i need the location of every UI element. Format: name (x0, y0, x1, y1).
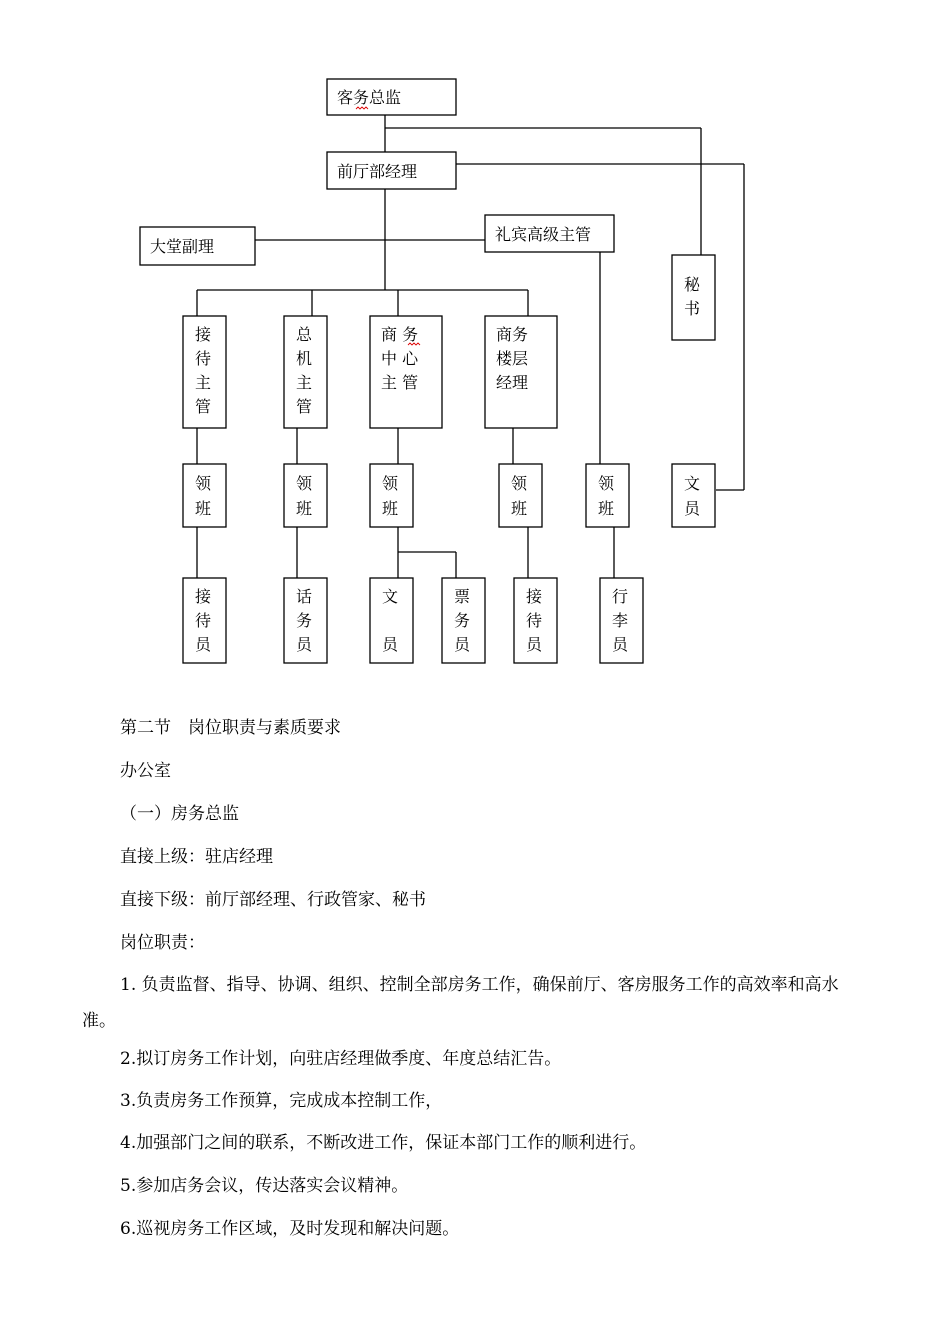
section-heading: 第二节 岗位职责与素质要求 (120, 718, 341, 738)
box-captain-concierge (586, 464, 629, 527)
box-text-line: 主 (296, 373, 313, 392)
direct-subordinates: 直接下级：前厅部经理、行政管家、秘书 (120, 890, 426, 910)
duty-item: 1. 负责监督、指导、协调、组织、控制全部房务工作，确保前厅、客房服务工作的高效率和高水准。 (82, 975, 839, 1031)
box-text-line: 班 (296, 499, 313, 518)
duty-item: 2.拟订房务工作计划，向驻店经理做季度、年度总结汇告。 (120, 1049, 562, 1069)
box-text-line: 务 (296, 611, 313, 630)
box-reception-supervisor (183, 316, 226, 428)
duty-item: 4.加强部门之间的联系，不断改进工作，保证本部门工作的顺利进行。 (120, 1133, 647, 1153)
box-floor-receptionist (514, 578, 557, 663)
box-text-line: 楼层 (496, 349, 529, 368)
box-text-line: 商 务 (381, 325, 419, 344)
box-text-line: 领 (511, 474, 528, 493)
box-director-label: 客务总监 (337, 88, 402, 107)
box-text-line: 待 (195, 611, 212, 630)
office-heading: 办公室 (120, 761, 171, 781)
box-text-line: 文 (382, 587, 399, 606)
box-text-line: 领 (382, 474, 399, 493)
box-text-line: 接 (195, 325, 212, 344)
box-text-line: 行 (612, 587, 629, 606)
box-text-line: 务 (454, 611, 471, 630)
direct-superior: 直接上级：驻店经理 (120, 847, 273, 867)
box-telephonist (284, 578, 327, 663)
box-concierge-label: 礼宾高级主管 (495, 225, 592, 244)
box-captain-business-center (370, 464, 413, 527)
box-bellman (600, 578, 643, 663)
box-text-line: 管 (296, 397, 313, 416)
box-text-line: 书 (684, 299, 701, 318)
box-text-line: 员 (454, 635, 471, 654)
box-receptionist (183, 578, 226, 663)
box-text-line: 领 (195, 474, 212, 493)
duty-item: 6.巡视房务工作区域，及时发现和解决问题。 (120, 1219, 460, 1239)
box-lobby-asst-manager (140, 227, 255, 265)
box-text-line: 班 (598, 499, 615, 518)
box-business-center-clerk (370, 578, 413, 663)
box-secretary (672, 255, 715, 340)
box-text-line: 员 (296, 635, 313, 654)
box-text-line: 班 (195, 499, 212, 518)
box-text-line: 李 (612, 611, 629, 630)
box-text-line: 票 (454, 587, 471, 606)
duties-title: 岗位职责： (120, 933, 205, 953)
duty-item: 3.负责房务工作预算，完成成本控制工作， (120, 1091, 443, 1111)
box-operator-supervisor (284, 316, 327, 428)
connector-lines (197, 115, 744, 578)
box-captain-operator (284, 464, 327, 527)
box-text-line: 总 (296, 325, 313, 344)
box-ticket-clerk (442, 578, 485, 663)
duty-item: 5.参加店务会议，传达落实会议精神。 (120, 1176, 409, 1196)
box-text-line: 待 (195, 349, 212, 368)
box-text-line: 机 (296, 349, 313, 368)
box-business-center-supervisor (370, 316, 442, 428)
box-text-line: 主 管 (381, 373, 419, 392)
box-text-line: 待 (526, 611, 543, 630)
box-text-line: 领 (598, 474, 615, 493)
box-captain-executive-floor (499, 464, 542, 527)
box-fo-manager (327, 152, 456, 189)
box-text-line: 接 (195, 587, 212, 606)
box-text-line: 班 (382, 499, 399, 518)
box-text-line: 接 (526, 587, 543, 606)
box-text-line: 经理 (496, 373, 529, 392)
box-text-line: 中 心 (381, 349, 419, 368)
box-text-line: 话 (296, 587, 313, 606)
box-text-line: 秘 (684, 275, 701, 294)
box-text-line: 班 (511, 499, 528, 518)
box-executive-floor-manager (485, 316, 557, 428)
box-clerk (672, 464, 715, 527)
box-director (327, 79, 456, 115)
box-text-line: 员 (382, 635, 399, 654)
box-text-line: 员 (195, 635, 212, 654)
box-fo-manager-label: 前厅部经理 (337, 162, 418, 181)
box-text-line: 领 (296, 474, 313, 493)
box-lobby-asst-label: 大堂副理 (150, 237, 215, 256)
box-captain-reception (183, 464, 226, 527)
role-heading: （一）房务总监 (120, 804, 239, 824)
box-text-line: 文 (684, 474, 701, 493)
box-text-line: 员 (612, 635, 629, 654)
box-text-line: 主 (195, 373, 212, 392)
box-concierge-supervisor (485, 215, 614, 252)
box-text-line: 员 (684, 499, 701, 518)
box-text-line: 员 (526, 635, 543, 654)
box-text-line: 商务 (496, 325, 529, 344)
box-text-line: 管 (195, 397, 212, 416)
